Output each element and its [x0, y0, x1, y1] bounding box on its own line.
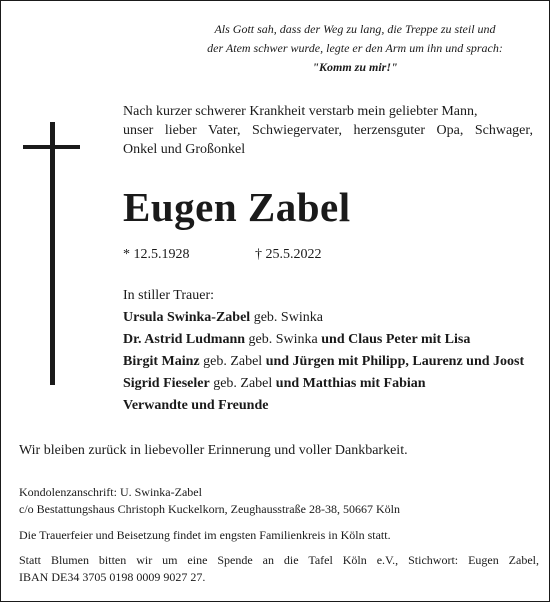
mourner-row: Birgit Mainz geb. Zabel und Jürgen mit Philipp, Laurenz und Joost	[123, 354, 525, 369]
donation-request	[19, 552, 539, 586]
intro-line: unser lieber Vater, Schwiegervater, herzensguter Opa, Schwager,	[123, 123, 533, 138]
address-line: c/o Bestattungshaus Christoph Kuckelkorn, Zeughausstraße 28-38, 50667 Köln	[19, 502, 400, 516]
deceased-name: Eugen Zabel	[123, 184, 351, 230]
poem-line: der Atem schwer wurde, legte er den Arm um ihn und sprach:	[207, 41, 503, 55]
birth-date: * 12.5.1928	[123, 247, 190, 262]
death-announcement	[123, 102, 533, 159]
donation-line: Statt Blumen bitten wir um eine Spende an die Tafel Köln e.V., Stichwort: Eugen Zabel,	[19, 553, 539, 567]
funeral-note: Die Trauerfeier und Beisetzung findet im engsten Familienkreis in Köln statt.	[19, 528, 391, 542]
intro-line: Onkel und Großonkel	[123, 142, 246, 157]
cross-horizontal-bar	[23, 145, 80, 149]
mourners-list	[123, 285, 543, 417]
thanks-line: Wir bleiben zurück in liebevoller Erinnerung und voller Dankbarkeit.	[19, 443, 408, 458]
mourner-row: Verwandte und Freunde	[123, 398, 269, 413]
poem-verse	[161, 20, 549, 77]
donation-line: IBAN DE34 3705 0198 0009 9027 27.	[19, 570, 206, 584]
mourner-row: Sigrid Fieseler geb. Zabel und Matthias mit Fabian	[123, 376, 426, 391]
cross-vertical-bar	[50, 122, 55, 385]
mourner-row: Dr. Astrid Ludmann geb. Swinka und Claus Peter mit Lisa	[123, 332, 471, 347]
mourner-row: Ursula Swinka-Zabel geb. Swinka	[123, 310, 323, 325]
address-line: Kondolenzanschrift: U. Swinka-Zabel	[19, 485, 202, 499]
poem-quote: "Komm zu mir!"	[312, 60, 398, 74]
intro-line: Nach kurzer schwerer Krankheit verstarb mein geliebter Mann,	[123, 104, 478, 119]
poem-line: Als Gott sah, dass der Weg zu lang, die Treppe zu steil und	[214, 22, 496, 36]
condolence-address	[19, 484, 539, 518]
mourners-heading: In stiller Trauer:	[123, 288, 214, 303]
death-date: † 25.5.2022	[255, 247, 322, 262]
